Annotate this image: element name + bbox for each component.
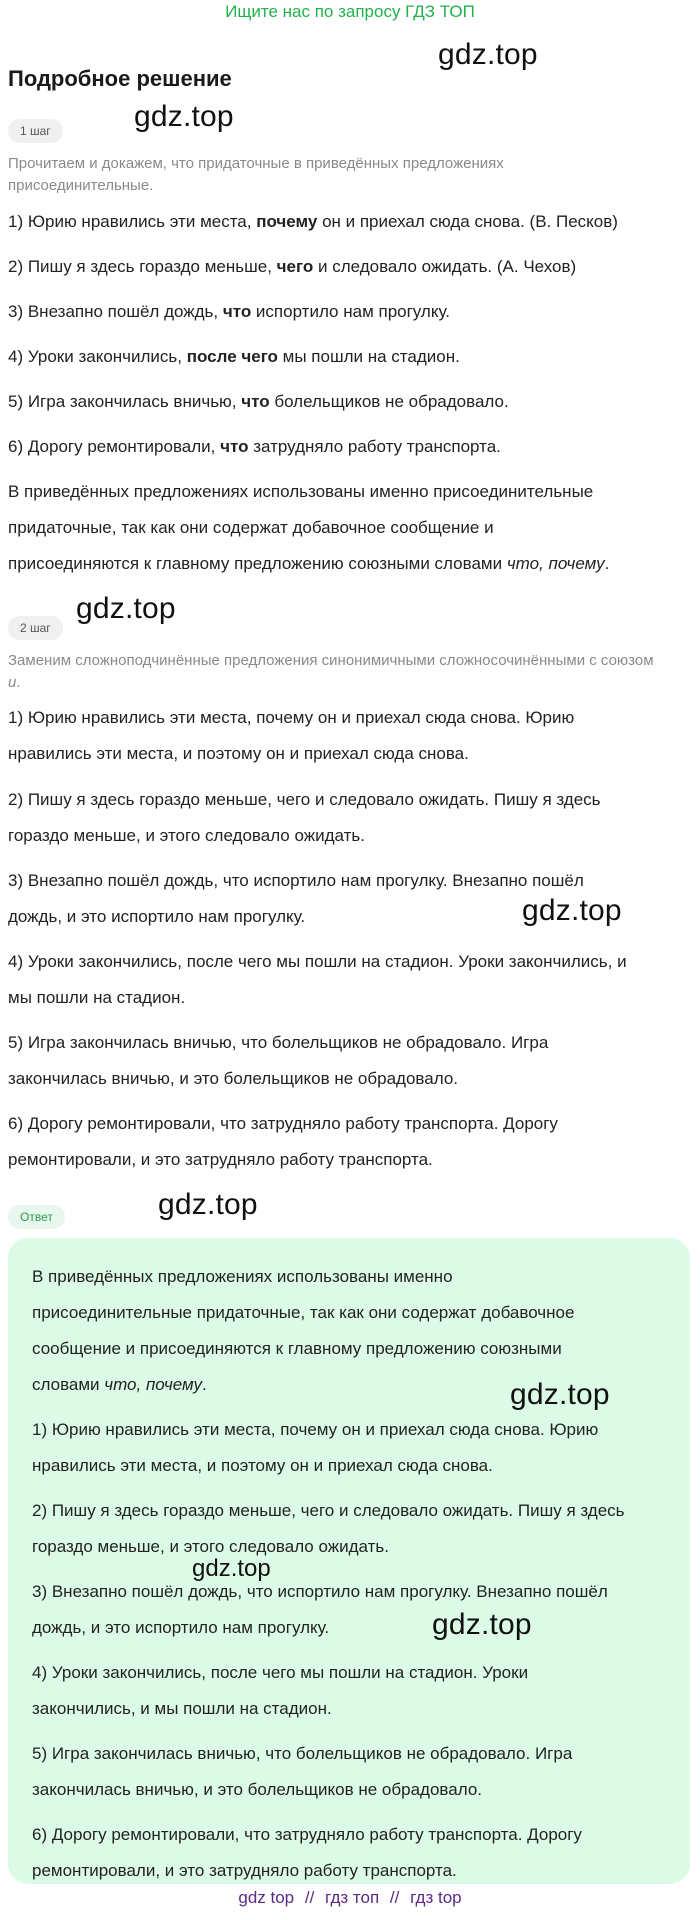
step-2-line: 5) Игра закончилась вничью, что болельщиков не обрадовало. Игра bbox=[8, 1033, 549, 1052]
step-2-line: 3) Внезапно пошёл дождь, что испортило нам прогулку. Внезапно пошёл bbox=[8, 871, 584, 890]
footer-links bbox=[0, 1888, 700, 1908]
watermark: gdz.top bbox=[522, 894, 622, 927]
answer-line: В приведённых предложениях использованы именно bbox=[32, 1267, 453, 1286]
answer-item-line: 4) Уроки закончились, после чего мы пошли на стадион. Уроки bbox=[32, 1663, 529, 1682]
step-2-line: нравились эти места, и поэтому он и приехал сюда снова. bbox=[8, 744, 469, 763]
answer-item-line: закончились, и мы пошли на стадион. bbox=[32, 1699, 332, 1718]
step-2-line: дождь, и это испортило нам прогулку. bbox=[8, 907, 306, 926]
answer-line: сообщение и присоединяются к главному предложению союзными bbox=[32, 1339, 562, 1358]
conclusion-line: В приведённых предложениях использованы именно присоединительные bbox=[8, 482, 594, 501]
search-banner[interactable]: Ищите нас по запросу ГДЗ ТОП bbox=[225, 2, 475, 21]
answer-item-line: 1) Юрию нравились эти места, почему он и приехал сюда снова. Юрию bbox=[32, 1420, 599, 1439]
watermark: gdz.top bbox=[134, 100, 234, 133]
answer-line: присоединительные придаточные, так как они содержат добавочное bbox=[32, 1303, 575, 1322]
sentence-6: 6) Дорогу ремонтировали, что затрудняло работу транспорта. bbox=[8, 437, 501, 456]
answer-line: словами что, почему. bbox=[32, 1375, 207, 1394]
answer-item-line: ремонтировали, и это затрудняло работу транспорта. bbox=[32, 1861, 457, 1880]
watermark: gdz.top bbox=[438, 38, 538, 71]
sentence-1: 1) Юрию нравились эти места, почему он и приехал сюда снова. (В. Песков) bbox=[8, 212, 618, 231]
answer-item-line: гораздо меньше, и этого следовало ожидать. bbox=[32, 1537, 389, 1556]
answer-item-line: закончилась вничью, и это болельщиков не обрадовало. bbox=[32, 1780, 482, 1799]
step-2-line: гораздо меньше, и этого следовало ожидать. bbox=[8, 826, 365, 845]
step-2-line: мы пошли на стадион. bbox=[8, 988, 186, 1007]
answer-item-line: дождь, и это испортило нам прогулку. bbox=[32, 1618, 330, 1637]
watermark: gdz.top bbox=[192, 1555, 271, 1582]
step-2-line: 4) Уроки закончились, после чего мы пошли на стадион. Уроки закончились, и bbox=[8, 952, 627, 971]
conclusion-line: придаточные, так как они содержат добавочное сообщение и bbox=[8, 518, 494, 537]
answer-item-line: 3) Внезапно пошёл дождь, что испортило нам прогулку. Внезапно пошёл bbox=[32, 1582, 608, 1601]
step-2-badge: 2 шаг bbox=[8, 616, 63, 640]
answer-item-line: нравились эти места, и поэтому он и приехал сюда снова. bbox=[32, 1456, 493, 1475]
answer-item-line: 2) Пишу я здесь гораздо меньше, чего и следовало ожидать. Пишу я здесь bbox=[32, 1501, 625, 1520]
page-title: Подробное решение bbox=[8, 66, 232, 91]
watermark: gdz.top bbox=[158, 1188, 258, 1221]
step-2-line: ремонтировали, и это затрудняло работу транспорта. bbox=[8, 1150, 433, 1169]
watermark: gdz.top bbox=[76, 592, 176, 625]
sentence-2: 2) Пишу я здесь гораздо меньше, чего и следовало ожидать. (А. Чехов) bbox=[8, 257, 577, 276]
step-2-intro: Заменим сложноподчинённые предложения синонимичными сложносочинёнными с союзом и. bbox=[8, 652, 654, 691]
footer-link[interactable]: gdz top bbox=[238, 1888, 295, 1907]
step-1-intro: Прочитаем и докажем, что придаточные в приведённых предложениях присоединительные. bbox=[8, 155, 504, 194]
step-2-line: 1) Юрию нравились эти места, почему он и приехал сюда снова. Юрию bbox=[8, 708, 575, 727]
watermark: gdz.top bbox=[510, 1378, 610, 1411]
footer-link[interactable]: гдз топ bbox=[325, 1888, 380, 1907]
answer-item-line: 5) Игра закончилась вничью, что болельщиков не обрадовало. Игра bbox=[32, 1744, 573, 1763]
sentence-4: 4) Уроки закончились, после чего мы пошли на стадион. bbox=[8, 347, 460, 366]
watermark: gdz.top bbox=[432, 1608, 532, 1641]
step-2-line: закончилась вничью, и это болельщиков не обрадовало. bbox=[8, 1069, 458, 1088]
conclusion-line: присоединяются к главному предложению союзными словами что, почему. bbox=[8, 554, 610, 573]
footer-link[interactable]: гдз top bbox=[410, 1888, 462, 1907]
step-2-line: 6) Дорогу ремонтировали, что затрудняло работу транспорта. Дорогу bbox=[8, 1114, 558, 1133]
sentence-5: 5) Игра закончилась вничью, что болельщиков не обрадовало. bbox=[8, 392, 509, 411]
answer-item-line: 6) Дорогу ремонтировали, что затрудняло работу транспорта. Дорогу bbox=[32, 1825, 582, 1844]
footer-separator: // bbox=[304, 1888, 315, 1907]
step-2-line: 2) Пишу я здесь гораздо меньше, чего и следовало ожидать. Пишу я здесь bbox=[8, 790, 601, 809]
step-1-badge: 1 шаг bbox=[8, 119, 63, 143]
sentence-3: 3) Внезапно пошёл дождь, что испортило нам прогулку. bbox=[8, 302, 450, 321]
footer-separator: // bbox=[389, 1888, 400, 1907]
answer-badge: Ответ bbox=[8, 1205, 65, 1229]
